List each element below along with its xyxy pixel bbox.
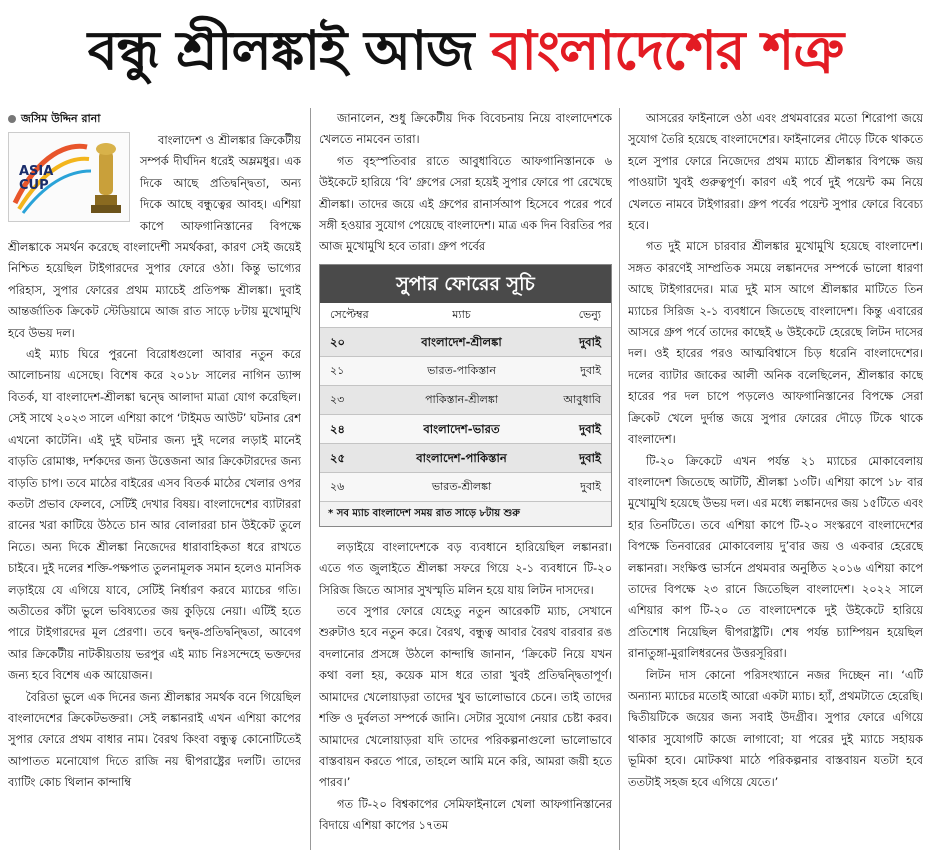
schedule-header-row: [320, 303, 611, 327]
schedule-venue: দুবাই: [579, 421, 601, 436]
schedule-match: বাংলাদেশ-পাকিস্তান: [416, 450, 507, 465]
schedule-date: ২৫: [330, 450, 346, 465]
schedule-rows: [320, 327, 611, 501]
paragraph: টি-২০ ক্রিকেটে এখন পর্যন্ত ২১ ম্যাচের মোকাবেলায় বাংলাদেশ জিতেছে আটটি, শ্রীলঙ্কা ১৩টি। এশিয়া কাপে ১৮ বার মুখোমুখি হয়েছে উভয় দল। এর মধ্যে লঙ্কানদের জয় ১৫টিতে এবং হার তিনটিতে। তবে এশিয়া কাপে টি-২০ সংস্করণে বাংলাদেশের বিপক্ষে তিনবারের মোকাবেলায় দু’বার জয় ও একবার হেরেছে লঙ্কানরা। সংক্ষিপ্ত ভার্সনে প্রথমবার অনুষ্ঠিত ২০১৬ এশিয়া কাপে তাদের বিপক্ষে ২৩ রানে জিতেছিল বাংলাদেশ। ২০২২ সালে এশিয়ার কাপ টি-২০ তে বাংলাদেশকে দুই উইকেটে হারিয়ে প্রতিশোধ নিয়েছিল দ্বীপরাষ্ট্রটি। শেষ পর্যন্ত চ্যাম্পিয়ন হয়েছিল রানাতুঙ্গা-মুরালিধরনের উত্তরসূরিরা।: [628, 453, 923, 661]
header-date: সেপ্টেম্বর: [330, 307, 369, 321]
byline: [8, 108, 301, 130]
column-divider: [619, 108, 620, 850]
schedule-date: ২৩: [330, 392, 345, 406]
byline-text: জসিম উদ্দিন রানা: [21, 112, 101, 125]
schedule-row: [320, 414, 611, 443]
headline: [0, 0, 931, 100]
schedule-venue: দুবাই: [579, 334, 601, 349]
column-divider: [310, 108, 311, 850]
paragraph: লিটন দাস কোনো পরিসংখ্যানে নজর দিচ্ছেন না। ‘এটি অন্যান্য ম্যাচের মতোই আরো একটা ম্যাচ। হ্যাঁ, প্রথমটাতে হেরেছি। দ্বিতীয়টিকে জয়ের জন্য সবাই উদগ্রীব। সুপার ফোরে এগিয়ে থাকার সুযোগটি কাজে লাগাবো; যা পরের দুই ম্যাচে সহায়ক ভূমিকা হবে। মোটকথা মাঠে পরিকল্পনার বাস্তবায়ন যতটা হবে ততটাই সহজ হবে এগিয়ে যেতে।’: [628, 667, 923, 789]
article-body: [8, 108, 923, 850]
headline-red: বাংলাদেশের শত্রু: [491, 18, 844, 82]
header-match: ম্যাচ: [452, 307, 471, 321]
schedule-match: বাংলাদেশ-ভারত: [423, 421, 500, 436]
schedule-row: [320, 356, 611, 385]
column-3: [628, 108, 923, 850]
paragraph: আসরের ফাইনালে ওঠা এবং প্রথমবারের মতো শিরোপা জয়ে সুযোগ তৈরি হয়েছে বাংলাদেশের। ফাইনালের দৌড়ে টিকে থাকতে হলে সুপার ফোরে নিজেদের প্রথম ম্যাচে শ্রীলঙ্কার বিপক্ষে জয় পাওয়াটা খুবই গুরুত্বপূর্ণ। কারণ এই পর্বে দুই পয়েন্ট কম নিয়ে খেলতে নামবে টাইগাররা। গ্রুপ পর্বের পয়েন্ট সুপার ফোরে বিবেচ্য হবে।: [628, 111, 923, 233]
paragraph: বাংলাদেশ ও শ্রীলঙ্কার ক্রিকেটীয় সম্পর্ক দীর্ঘদিন ধরেই অম্লমধুর। এক দিকে আছে প্রতিদ্বন্দ্বিতা, অন্য দিকে আছে বন্ধুত্বের আবহ। এশিয়া কাপে আফগানিস্তানের বিপক্ষে শ্রীলঙ্কাকে সমর্থন করেছে বাংলাদেশী সমর্থকরা, কারণ সেই জয়েই নিশ্চিত হয়েছিল টাইগারদের সুপার ফোরে ওঠা। কিন্তু ভাগ্যের পরিহাস, সুপার ফোরের প্রথম ম্যাচেই প্রতিপক্ষ শ্রীলঙ্কা। দুবাই আন্তর্জাতিক ক্রিকেট স্টেডিয়ামে আজ রাত সাড়ে ৮টায় মুখোমুখি হবে উভয় দল।: [8, 133, 301, 340]
schedule-table: [319, 264, 612, 527]
paragraph: লড়াইয়ে বাংলাদেশকে বড় ব্যবধানে হারিয়েছিল লঙ্কানরা। এতে গত জুলাইতে শ্রীলঙ্কা সফরে গিয়ে ২-১ ব্যবধানে টি-২০ সিরিজ জিতে আসার সুখস্মৃতি মলিন হয়ে যায় লিটন দাসদের।: [319, 539, 612, 597]
schedule-title: সুপার ফোরের সূচি: [320, 265, 611, 303]
paragraph: জানালেন, শুধু ক্রিকেটীয় দিক বিবেচনায় নিয়ে বাংলাদেশকে খেলতে নামবেন তারা।: [319, 111, 612, 147]
schedule-row: [320, 472, 611, 501]
paragraph: গত টি-২০ বিশ্বকাপের সেমিফাইনালে খেলা আফগানিস্তানের বিদায়ে এশিয়া কাপের ১৭তম: [319, 796, 612, 833]
asia-cup-logo: [8, 132, 130, 222]
schedule-venue: দুবাই: [579, 450, 601, 465]
schedule-date: ২৪: [330, 421, 346, 436]
header-venue: ভেন্যু: [578, 307, 601, 321]
paragraph: এই ম্যাচ ঘিরে পুরনো বিরোধগুলো আবার নতুন করে আলোচনায় এসেছে। বিশেষ করে ২০১৮ সালের নাগিন ড্যান্স বিতর্ক, যা বাংলাদেশ-শ্রীলঙ্কা দ্বন্দ্বে আলাদা মাত্রা যোগ করেছিল। সেই সাথে ২০২৩ সালে এশিয়া কাপে ‘টাইমড আউট’ ঘটনার রেশ এখনো কাটেনি। এই দুই ঘটনার জন্য দুই দলের লড়াই মানেই বাড়তি রোমাঞ্চ, দর্শকদের জন্য উত্তেজনা আর ক্রিকেটারদের জন্য বাড়তি চাপ। তবে মাঠের বাইরের এসব বিতর্ক মাঠের খেলার ওপর কতটা প্রভাব ফেলবে, সেটিই দেখার বিষয়। বাংলাদেশের ব্যাটাররা রানের খরা কাটিয়ে উঠতে চান আর বোলাররা চান উইকেট তুলে নিতে। অন্য দিকে শ্রীলঙ্কা নিজেদের ধারাবাহিকতা ধরে রাখতে চাইবে। দুই দলের শক্তি-পক্ষপাত তুলনামূলক সমান হলেও মানসিক লড়াইয়ে যে এগিয়ে যাবে, সেটিই নির্ধারণ করবে ম্যাচের গতি। অতীতের কাঁটা ভুলে ভবিষ্যতের জয় কুড়িয়ে নেয়া। এটিই হতে পারে টাইগারদের মূল প্রেরণা। তবে দ্বন্দ্ব-প্রতিদ্বন্দ্বিতা, আবেগ আর ক্রিকেটীয় নাটকীয়তায় ভরপুর এই ম্যাচ নিঃসন্দেহে ভক্তদের জন্য হবে বিশেষ এক আয়োজন।: [8, 347, 301, 683]
paragraph: তবে সুপার ফোরে যেহেতু নতুন আরেকটি ম্যাচ, সেখানে শুরুটাও হবে নতুন করে। বৈরথ, বন্ধুত্ব আবার বৈরথ বারবার রঙ বদলানোর প্রসঙ্গে উঠলে কান্দাম্বি জানান, ‘ক্রিকেট নিয়ে যখন কথা বলা হয়, কয়েক মাস ধরে তারা খুবই প্রতিদ্বন্দ্বিতাপূর্ণ। আমাদের খেলোয়াড়রা তাদের খুব ভালোভাবে চেনে। তাই তাদের শক্তি ও দুর্বলতা সম্পর্কে জানি। সেটার সুযোগ নেয়ার চেষ্টা করব। আমাদের খেলোয়াড়রা যদি তাদের পরিকল্পনাগুলো ভালোভাবে বাস্তবায়ন করতে পারে, তাহলে আমি মনে করি, আমরা জয়ী হতে পারব।’: [319, 604, 612, 790]
schedule-match: ভারত-পাকিস্তান: [427, 363, 496, 377]
schedule-match: পাকিস্তান-শ্রীলঙ্কা: [425, 392, 498, 406]
schedule-date: ২৬: [330, 479, 345, 493]
schedule-row: [320, 327, 611, 356]
bullet-icon: [8, 115, 16, 123]
schedule-date: ২১: [330, 363, 345, 377]
schedule-row: [320, 385, 611, 414]
headline-black: বন্ধু শ্রীলঙ্কাই আজ: [87, 18, 492, 82]
schedule-row: [320, 443, 611, 472]
column-1: [8, 108, 301, 850]
paragraph: গত দুই মাসে চারবার শ্রীলঙ্কার মুখোমুখি হয়েছে বাংলাদেশ। সঙ্গত কারণেই সাম্প্রতিক সময়ে লঙ্কানদের সম্পর্কে ভালো ধারণা আছে টাইগারদের। মাত্র দুই মাস আগে শ্রীলঙ্কার মাটিতে তিন ম্যাচের সিরিজ ২-১ ব্যবধানে জিতেছে বাংলাদেশ। কিন্তু এবারের আসরে গ্রুপ পর্বে তাদের কাছেই ৬ উইকেটে হেরেছে লিটন দাসের দল। ওই হারের পরও আত্মবিশ্বাসে চিড় ধরেনি বাংলাদেশের। দলের ব্যাটার জাকের আলী অনিক বলেছিলেন, শ্রীলঙ্কার কাছে হারের পর দল চাপে পড়লেও আফগানিস্তানের বিপক্ষে সেরা ক্রিকেট খেলে দুর্দান্ত জয়ে সুপার ফোরের দৌড়ে টিকে থাকে বাংলাদেশ।: [628, 239, 923, 447]
schedule-venue: দুবাই: [580, 363, 601, 377]
paragraph: গত বৃহস্পতিবার রাতে আবুধাবিতে আফগানিস্তানকে ৬ উইকেটে হারিয়ে ‘বি’ গ্রুপের সেরা হয়েই সুপার ফোরে পা রেখেছে শ্রীলঙ্কা। তাদের জয়ে এই গ্রুপের রানার্সআপ হিসেবে পরের পর্বে সঙ্গী হওয়ার সুযোগ পেয়েছে বাংলাদেশ। মাত্র এক দিন বিরতির পর আজ মুখোমুখি হবে তারা। গ্রুপ পর্বের: [319, 153, 612, 254]
schedule-note: * সব ম্যাচ বাংলাদেশ সময় রাত সাড়ে ৮টায় শুরু: [320, 501, 611, 526]
schedule-venue: দুবাই: [580, 479, 601, 493]
column-2: [319, 108, 612, 850]
schedule-match: ভারত-শ্রীলঙ্কা: [431, 479, 492, 493]
logo-wordmark: ASIA CUP: [19, 164, 54, 193]
schedule-date: ২০: [330, 334, 346, 349]
paragraph: বৈরিতা ভুলে এক দিনের জন্য শ্রীলঙ্কার সমর্থক বনে গিয়েছিল বাংলাদেশের ক্রিকেটভক্তরা। সেই লঙ্কানরাই এখন এশিয়া কাপের সুপার ফোরে প্রথম বাধার নাম। বৈরথ কিংবা বন্ধুত্ব কোনোটিতেই আপাতত মনোযোগ দিতে রাজি নয় দ্বীপরাষ্ট্রের দলটি। তাদের ব্যাটিং কোচ থিলান কান্দাম্বি: [8, 689, 301, 790]
schedule-venue: আবুধাবি: [563, 392, 601, 406]
schedule-match: বাংলাদেশ-শ্রীলঙ্কা: [421, 334, 502, 349]
